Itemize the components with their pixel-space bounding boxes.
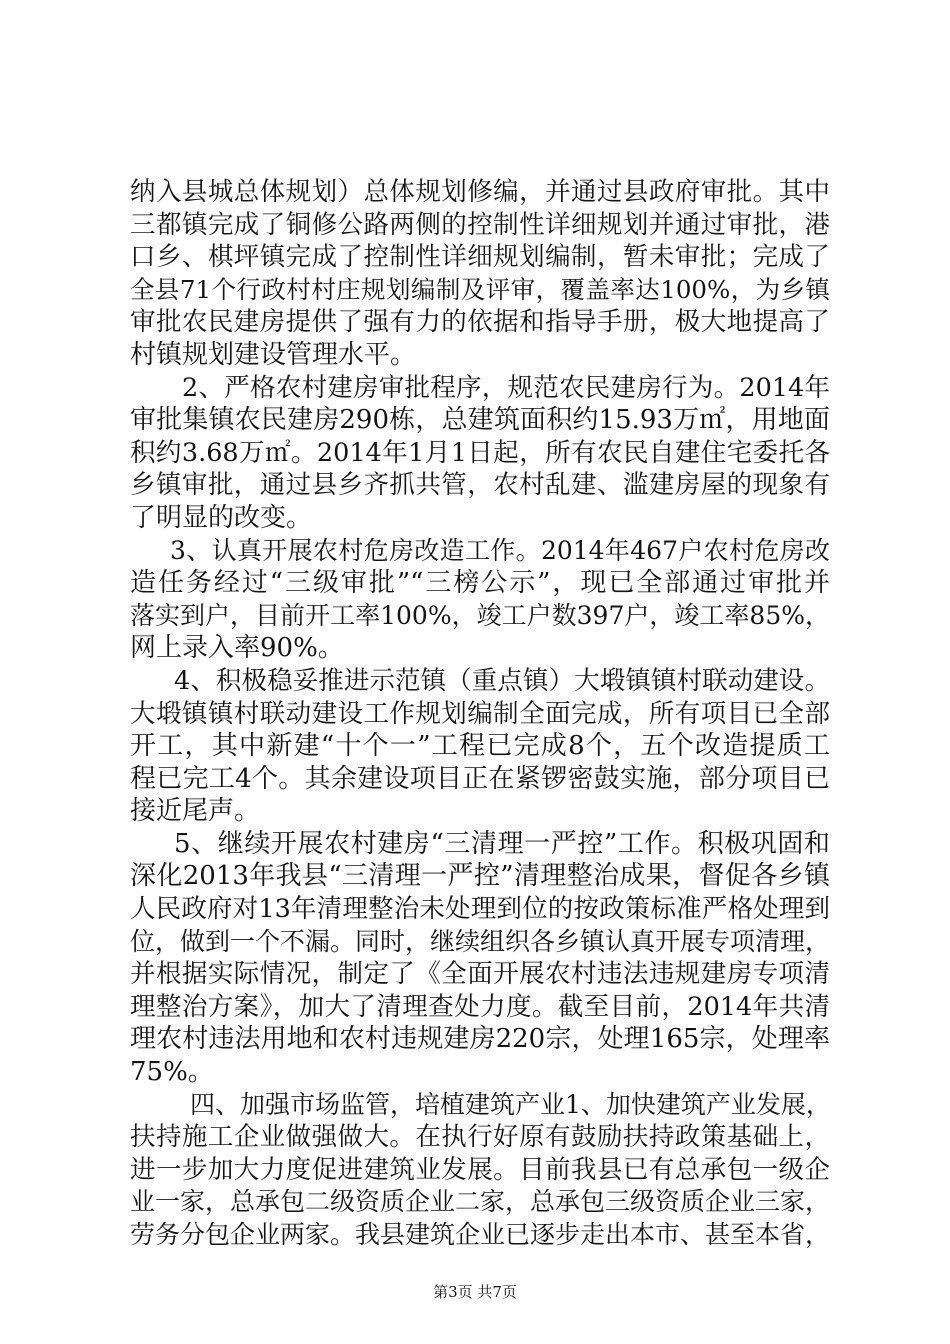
text-line: 扶持施工企业做强做大。在执行好原有鼓励扶持政策基础上， — [130, 1122, 830, 1153]
text-line: 落实到户，目前开工率100%，竣工户数397户，竣工率85%， — [130, 600, 830, 630]
paragraph — [130, 1089, 830, 1252]
text-line: 纳入县城总体规划）总体规划修编，并通过县政府审批。其中 — [130, 177, 830, 207]
text-line: 深化2013年我县“三清理一严控”清理整治成果，督促各乡镇 — [130, 861, 830, 892]
paragraph — [130, 828, 830, 1089]
text-line: 审批农民建房提供了强有力的依据和指导手册，极大地提高了 — [130, 307, 830, 338]
text-line: 5、继续开展农村建房“三清理一严控”工作。积极巩固和 — [174, 828, 830, 859]
text-line: 位，做到一个不漏。同时，继续组织各乡镇认真开展专项清理， — [130, 926, 831, 956]
text-line: 三都镇完成了铜修公路两侧的控制性详细规划并通过审批，港 — [130, 209, 830, 240]
text-line: 程已完工4个。其余建设项目正在紧锣密鼓实施，部分项目已 — [130, 763, 830, 794]
text-line: 75%。 — [130, 1057, 214, 1088]
text-line: 口乡、棋坪镇完成了控制性详细规划编制，暂未审批；完成了 — [130, 242, 830, 273]
document-body — [130, 176, 830, 1252]
text-line: 进一步加大力度促进建筑业发展。目前我县已有总承包一级企 — [130, 1154, 830, 1185]
text-line: 2、严格农村建房审批程序，规范农民建房行为。2014年 — [182, 372, 830, 403]
text-line: 造任务经过“三级审批”“三榜公示”，现已全部通过审批并 — [130, 568, 830, 599]
paragraph — [130, 535, 830, 665]
text-line: 4、积极稳妥推进示范镇（重点镇）大塅镇镇村联动建设。 — [174, 665, 830, 696]
text-line: 人民政府对13年清理整治未处理到位的按政策标准严格处理到 — [130, 894, 830, 925]
text-line: 全县71个行政村村庄规划编制及评审，覆盖率达100%，为乡镇 — [130, 274, 830, 304]
text-line: 了明显的改变。 — [130, 502, 313, 533]
paragraph — [130, 665, 830, 828]
text-line: 并根据实际情况，制定了《全面开展农村违法违规建房专项清 — [130, 959, 830, 990]
text-line: 乡镇审批，通过县乡齐抓共管，农村乱建、滥建房屋的现象有 — [130, 470, 830, 501]
text-line: 大塅镇镇村联动建设工作规划编制全面完成，所有项目已全部 — [130, 698, 830, 729]
text-line: 开工，其中新建“十个一”工程已完成8个，五个改造提质工 — [130, 731, 830, 762]
text-line: 劳务分包企业两家。我县建筑企业已逐步走出本市、甚至本省， — [130, 1220, 831, 1249]
text-line: 积约3.68万㎡。2014年1月1日起，所有农民自建住宅委托各 — [130, 437, 830, 468]
text-line: 审批集镇农民建房290栋，总建筑面积约15.93万㎡，用地面 — [130, 405, 830, 436]
text-line: 3、认真开展农村危房改造工作。2014年467户农村危房改 — [170, 535, 830, 565]
text-line: 网上录入率90%。 — [130, 633, 344, 664]
text-line: 接近尾声。 — [130, 796, 261, 827]
paragraph — [130, 176, 830, 372]
text-line: 四、加强市场监管，培植建筑产业1、加快建筑产业发展， — [190, 1089, 831, 1119]
page-number-footer: 第3页 共7页 — [433, 1283, 517, 1301]
paragraph — [130, 372, 830, 535]
text-line: 村镇规划建设管理水平。 — [130, 339, 417, 370]
text-line: 业一家，总承包二级资质企业二家，总承包三级资质企业三家， — [130, 1187, 831, 1217]
text-line: 理农村违法用地和农村违规建房220宗，处理165宗，处理率 — [130, 1024, 830, 1055]
text-line: 理整治方案》，加大了清理查处力度。截至目前，2014年共清 — [130, 991, 830, 1022]
